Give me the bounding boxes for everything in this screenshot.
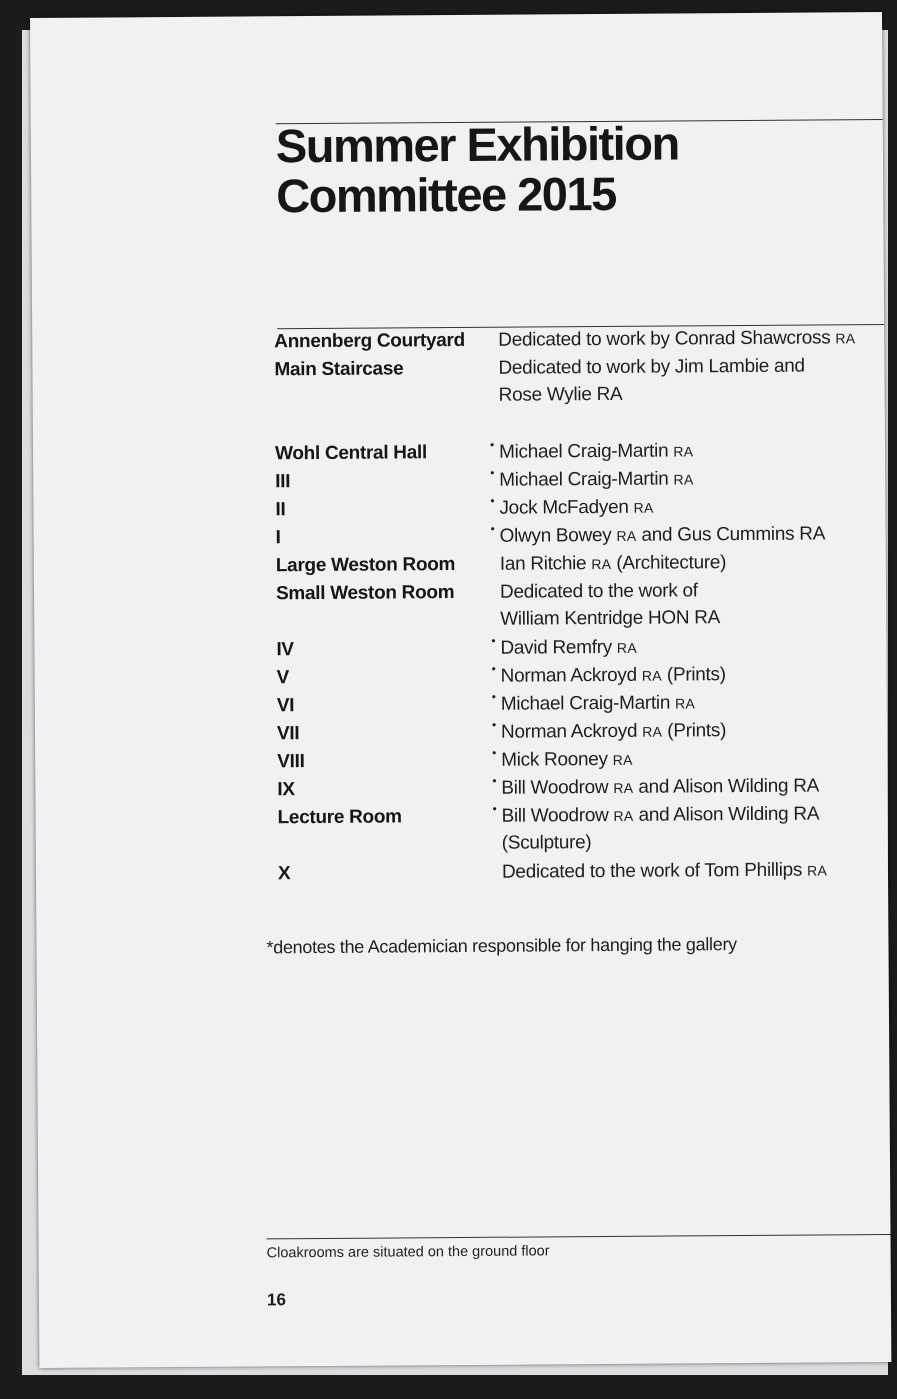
page <box>30 12 891 1368</box>
description-tail: and Alison Wilding RA <box>633 803 820 826</box>
ra-suffix: RA <box>673 443 694 460</box>
ra-suffix: RA <box>613 779 634 796</box>
hanging-marker: • <box>491 689 496 704</box>
title-line-1: Summer Exhibition <box>275 116 679 173</box>
ra-suffix: RA <box>806 862 828 879</box>
room-description <box>492 801 820 828</box>
ra-suffix: RA <box>673 471 694 488</box>
description-text: Bill Woodrow <box>501 804 609 827</box>
room-name: Annenberg Courtyard <box>274 329 465 353</box>
room-name: Main Staircase <box>274 358 404 381</box>
room-name: VII <box>276 723 300 745</box>
room-name: I <box>275 527 281 549</box>
room-name: Large Weston Room <box>275 554 456 577</box>
description-text: Bill Woodrow <box>501 776 609 799</box>
description-text: Norman Ackroyd <box>500 720 638 743</box>
description-text: Dedicated to the work of Tom Phillips <box>501 859 803 883</box>
room-description <box>491 689 696 715</box>
hanging-marker: • <box>492 745 497 760</box>
ra-suffix: RA <box>616 639 637 656</box>
room-name: II <box>275 499 286 521</box>
room-description <box>491 661 726 688</box>
room-name: Lecture Room <box>277 806 402 829</box>
page-number: 16 <box>266 1290 286 1310</box>
room-name: IX <box>277 779 295 801</box>
ra-suffix: RA <box>612 751 633 768</box>
table-row <box>36 801 888 854</box>
description-text: Michael Craig-Martin <box>499 468 669 491</box>
room-name: Small Weston Room <box>275 582 455 605</box>
hanging-marker: • <box>492 773 497 788</box>
room-description <box>492 745 633 772</box>
room-name: VIII <box>277 751 305 773</box>
description-text: Norman Ackroyd <box>500 664 637 687</box>
description-continuation: (Sculpture) <box>501 832 592 854</box>
hanging-marker: • <box>491 661 496 676</box>
cloakroom-note: Cloakrooms are situated on the ground floor <box>266 1243 550 1262</box>
ra-suffix: RA <box>641 667 662 684</box>
hanging-marker: • <box>490 465 495 480</box>
room-description <box>491 633 637 660</box>
page-title <box>276 118 679 221</box>
room-description <box>500 552 726 576</box>
table-row <box>32 355 884 406</box>
description-text: Ian Ritchie <box>499 553 587 575</box>
description-text: Dedicated to work by Conrad Shawcross <box>498 327 831 351</box>
description-continuation: Rose Wylie RA <box>498 383 623 406</box>
room-description <box>502 859 827 883</box>
hanging-marker: • <box>490 521 495 536</box>
hanging-marker: • <box>489 437 494 452</box>
ra-suffix: RA <box>613 807 634 824</box>
table-row <box>34 579 886 630</box>
description-tail: (Prints) <box>662 720 727 742</box>
room-description <box>490 493 654 520</box>
hanging-marker: • <box>490 493 495 508</box>
room-name: Wohl Central Hall <box>274 442 427 465</box>
ra-suffix: RA <box>616 527 637 544</box>
ra-suffix: RA <box>835 330 856 347</box>
room-description <box>492 773 820 800</box>
room-description <box>491 717 727 744</box>
description-tail: (Prints) <box>661 664 726 686</box>
footnote: *denotes the Academician responsible for hanging the gallery <box>266 934 737 958</box>
room-name: III <box>275 471 291 493</box>
room-description <box>490 521 826 547</box>
description-text: Michael Craig-Martin <box>500 692 671 715</box>
description-text: Mick Rooney <box>501 748 608 771</box>
description-text: Michael Craig-Martin <box>498 440 669 463</box>
hanging-marker: • <box>491 633 496 648</box>
hanging-marker: • <box>492 801 497 816</box>
room-name: V <box>276 667 290 689</box>
title-line-2: Committee 2015 <box>276 166 616 223</box>
room-name: VI <box>276 695 295 717</box>
ra-suffix: RA <box>591 555 612 573</box>
description-tail: and Alison Wilding RA <box>633 775 820 798</box>
table-row <box>36 859 888 893</box>
room-description <box>489 437 694 463</box>
room-description <box>498 356 804 380</box>
description-text: Dedicated to the work of <box>499 580 698 603</box>
ra-suffix: RA <box>675 695 696 712</box>
room-name: X <box>277 863 291 885</box>
ra-suffix: RA <box>633 499 654 516</box>
bottom-rule <box>267 1234 892 1239</box>
description-continuation: William Kentridge HON RA <box>500 607 721 630</box>
description-text: Olwyn Bowey <box>499 524 612 547</box>
ra-suffix: RA <box>642 723 663 740</box>
description-text: Dedicated to work by Jim Lambie and <box>498 355 805 379</box>
room-description <box>500 580 698 603</box>
room-description <box>498 327 855 351</box>
description-tail: and Gus Cummins RA <box>636 523 826 546</box>
room-description <box>490 465 694 491</box>
description-tail: (Architecture) <box>611 552 727 574</box>
description-text: David Remfry <box>500 636 612 659</box>
hanging-marker: • <box>491 717 496 732</box>
room-name: IV <box>276 639 294 661</box>
description-text: Jock McFadyen <box>499 496 629 519</box>
